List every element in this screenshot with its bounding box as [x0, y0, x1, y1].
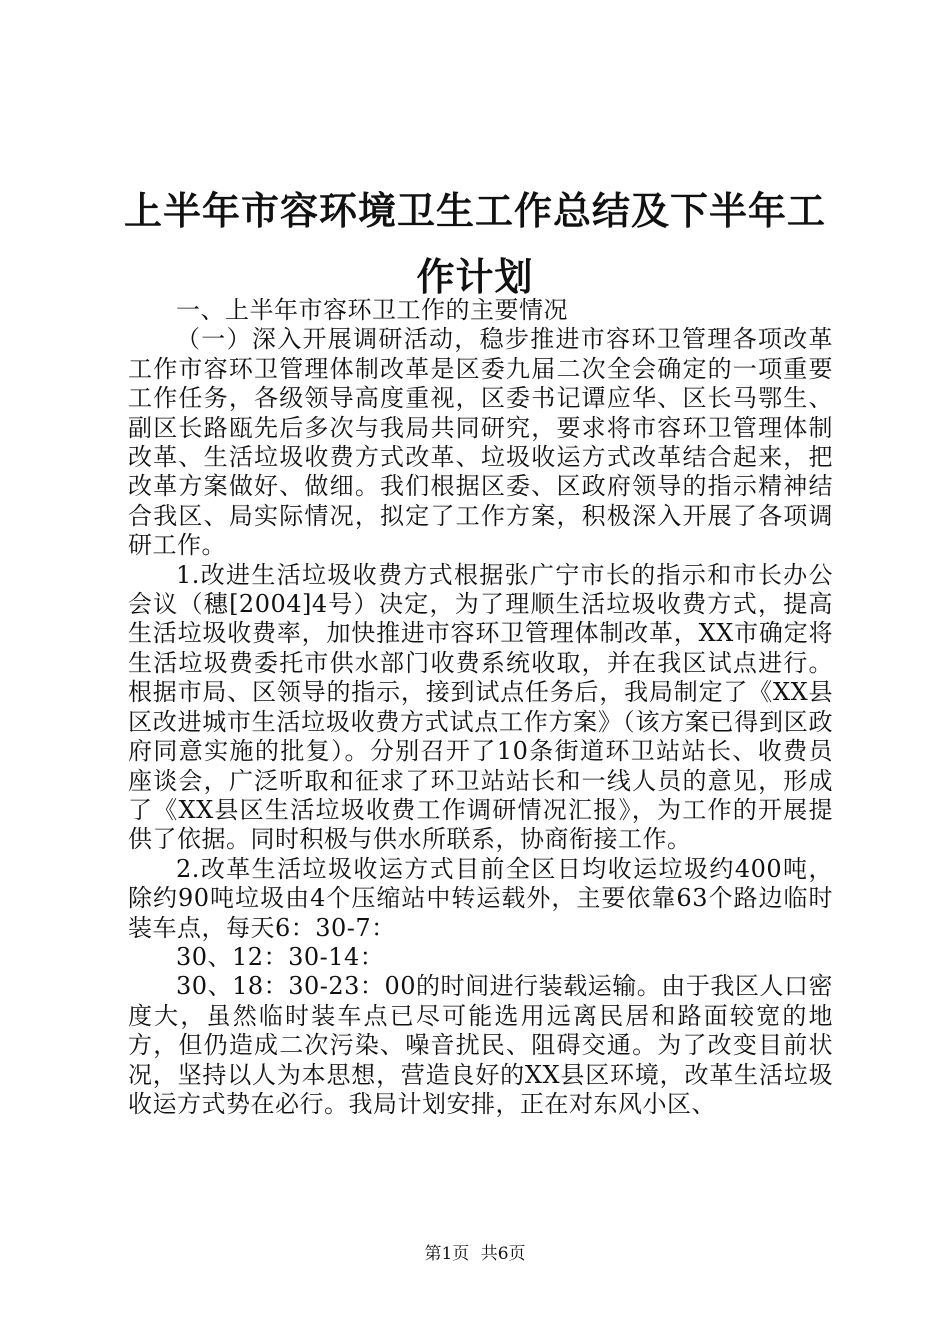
page-number: 第1页: [424, 1244, 470, 1264]
document-title: 上半年市容环境卫生工作总结及下半年工作计划: [123, 189, 826, 299]
paragraph-research: （一）深入开展调研活动，稳步推进市容环卫管理各项改革工作市容环卫管理体制改革是区委九届二次全会确定的一项重要工作任务，各级领导高度重视，区委书记谭应华、区长马鄂生、副区长路瓯先后多次与我局共同研究，要求将市容环卫管理体制改革、生活垃圾收费方式改革、垃圾收运方式改革结合起来，把改革方案做好、做细。我们根据区委、区政府领导的指示精神结合我区、局实际情况，拟定了工作方案，积极深入开展了各项调研工作。: [128, 325, 833, 560]
section-heading: 一、上半年市容环卫工作的主要情况: [176, 296, 568, 324]
paragraph-fee-reform: 1.改进生活垃圾收费方式根据张广宁市长的指示和市长办公会议（穗[2004]4号）决定，为了理顺生活垃圾收费方式，提高生活垃圾收费率，加快推进市容环卫管理体制改革，XX市确定将生活垃圾费委托市供水部门收费系统收取，并在我区试点进行。根据市局、区领导的指示，接到试点任务后，我局制定了《XX县区改进城市生活垃圾收费方式试点工作方案》（该方案已得到区政府同意实施的批复）。分别召开了10条街道环卫站站长、收费员座谈会，广泛听取和征求了环卫站站长和一线人员的意见，形成了《XX县区生活垃圾收费工作调研情况汇报》，为工作的开展提供了依据。同时积极与供水所联系，协商衔接工作。: [128, 560, 833, 854]
paragraph-collection-reform: 2.改革生活垃圾收运方式目前全区日均收运垃圾约400吨，除约90吨垃圾由4个压缩站中转运载外，主要依靠63个路边临时装车点，每天6：30-7：: [128, 854, 833, 942]
page-total: 共6页: [480, 1244, 526, 1264]
paragraph-continuation: 30、18：30-23：00的时间进行装载运输。由于我区人口密度大，虽然临时装车点已尽可能选用远离民居和路面较宽的地方，但仍造成二次污染、噪音扰民、阻碍交通。为了改变目前状况，坚持以人为本思想，营造良好的XX县区环境，改革生活垃圾收运方式势在必行。我局计划安排，正在对东风小区、: [128, 972, 833, 1118]
document-body: [128, 296, 833, 1119]
page-footer: [0, 1243, 950, 1265]
paragraph-time-fragment: 30、12：30-14：: [176, 942, 385, 971]
